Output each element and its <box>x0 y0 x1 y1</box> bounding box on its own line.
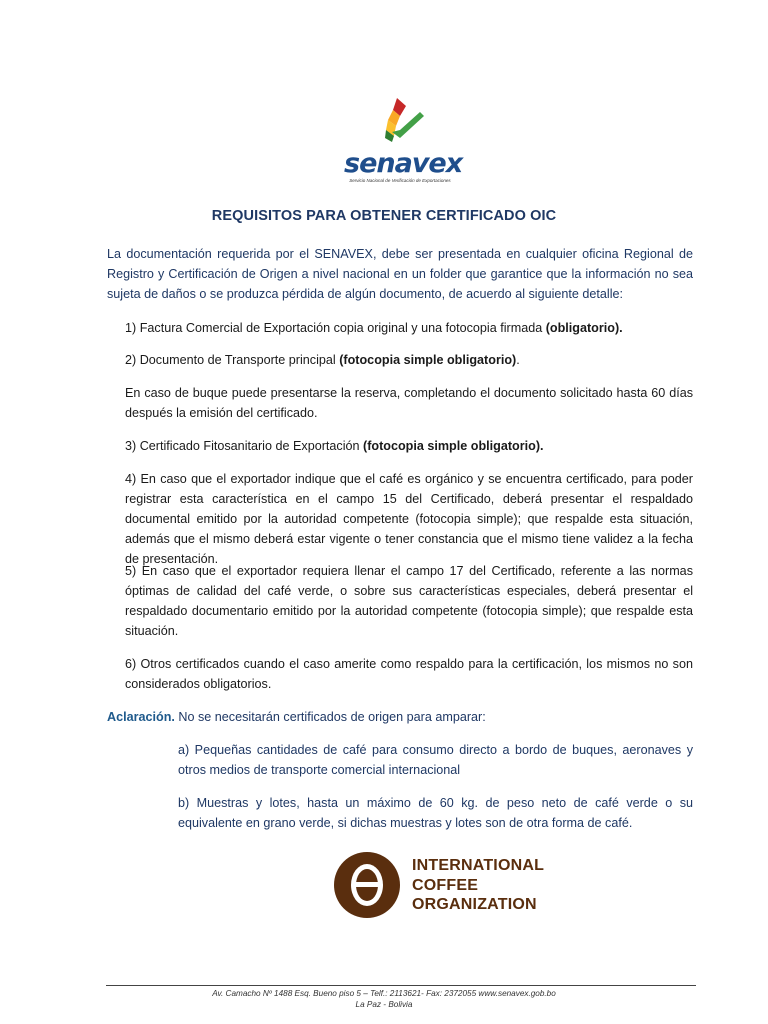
aclaracion-text: No se necesitarán certificados de origen para amparar: <box>174 710 486 724</box>
requirement-2-tail: . <box>516 353 520 367</box>
requirement-3-bold: (fotocopia simple obligatorio). <box>363 439 544 453</box>
requirement-5: 5) En caso que el exportador requiera llenar el campo 17 del Certificado, referente a las normas óptimas de calidad del café verde, o sobre sus características especiales, deberá presentar el respaldado documentario emitido por la autoridad competente (fotocopia simple); que respalde esta situación. <box>125 564 693 638</box>
requirement-1-text: 1) Factura Comercial de Exportación copia original y una fotocopia firmada <box>125 321 546 335</box>
ico-emblem-icon <box>332 852 404 918</box>
senavex-flag-icon <box>344 96 456 156</box>
requirement-1-bold: (obligatorio). <box>545 321 623 335</box>
aclaracion-label: Aclaración. <box>107 710 175 724</box>
requirement-2-bold: (fotocopia simple obligatorio) <box>339 353 517 367</box>
footer-address: Av. Camacho Nº 1488 Esq. Bueno piso 5 – Telf.: 2113621- Fax: 2372055 www.senavex.gob.bo <box>212 989 556 998</box>
requirement-3 <box>125 436 693 456</box>
requirement-2-note: En caso de buque puede presentarse la reserva, completando el documento solicitado hasta 60 días después la emisión del certificado. <box>125 386 693 420</box>
ico-line-1: INTERNATIONAL <box>412 857 545 874</box>
senavex-logo <box>344 96 463 188</box>
ico-wordmark <box>412 856 544 915</box>
requirement-2-text: 2) Documento de Transporte principal <box>125 353 340 367</box>
requirement-1 <box>125 318 693 338</box>
requirement-6: 6) Otros certificados cuando el caso amerite como respaldo para la certificación, los mismos no son considerados obligatorios. <box>125 657 693 691</box>
requirement-4: 4) En caso que el exportador indique que el café es orgánico y se encuentra certificado, para poder registrar esta característica en el campo 15 del Certificado, deberá presentar el respaldado documental emitido por la autoridad competente (fotocopia simple); que respalde esta situación, además que el mismo deberá estar vigente o tener constancia que el mismo tiene validez a la fecha de presentación. <box>125 472 693 566</box>
intro-paragraph: La documentación requerida por el SENAVEX, debe ser presentada en cualquier oficina Regional de Registro y Certificación de Origen a nivel nacional en un folder que garantice que la información no sea sujeta de daños o se produzca pérdida de algún documento, de acuerdo al siguiente detalle: <box>107 247 693 301</box>
footer-city: La Paz - Bolivia <box>355 1000 413 1009</box>
senavex-wordmark: senavex <box>344 148 463 179</box>
requirement-2 <box>125 350 693 370</box>
requirement-3-text: 3) Certificado Fitosanitario de Exportación <box>125 439 363 453</box>
ico-line-3: ORGANIZATION <box>412 896 537 913</box>
exception-a: a) Pequeñas cantidades de café para consumo directo a bordo de buques, aeronaves y otros medios de transporte comercial internacional <box>178 743 693 777</box>
ico-line-2: COFFEE <box>412 876 479 894</box>
ico-logo <box>332 852 552 918</box>
exception-b: b) Muestras y lotes, hasta un máximo de 60 kg. de peso neto de café verde o su equivalente en grano verde, si dichas muestras y lotes son de otra forma de café. <box>178 796 693 830</box>
page-title: REQUISITOS PARA OBTENER CERTIFICADO OIC <box>211 208 557 224</box>
footer-divider <box>106 985 696 986</box>
senavex-tagline: Servicio Nacional de Verificación de Exportaciones <box>349 178 451 183</box>
aclaracion <box>107 707 486 727</box>
